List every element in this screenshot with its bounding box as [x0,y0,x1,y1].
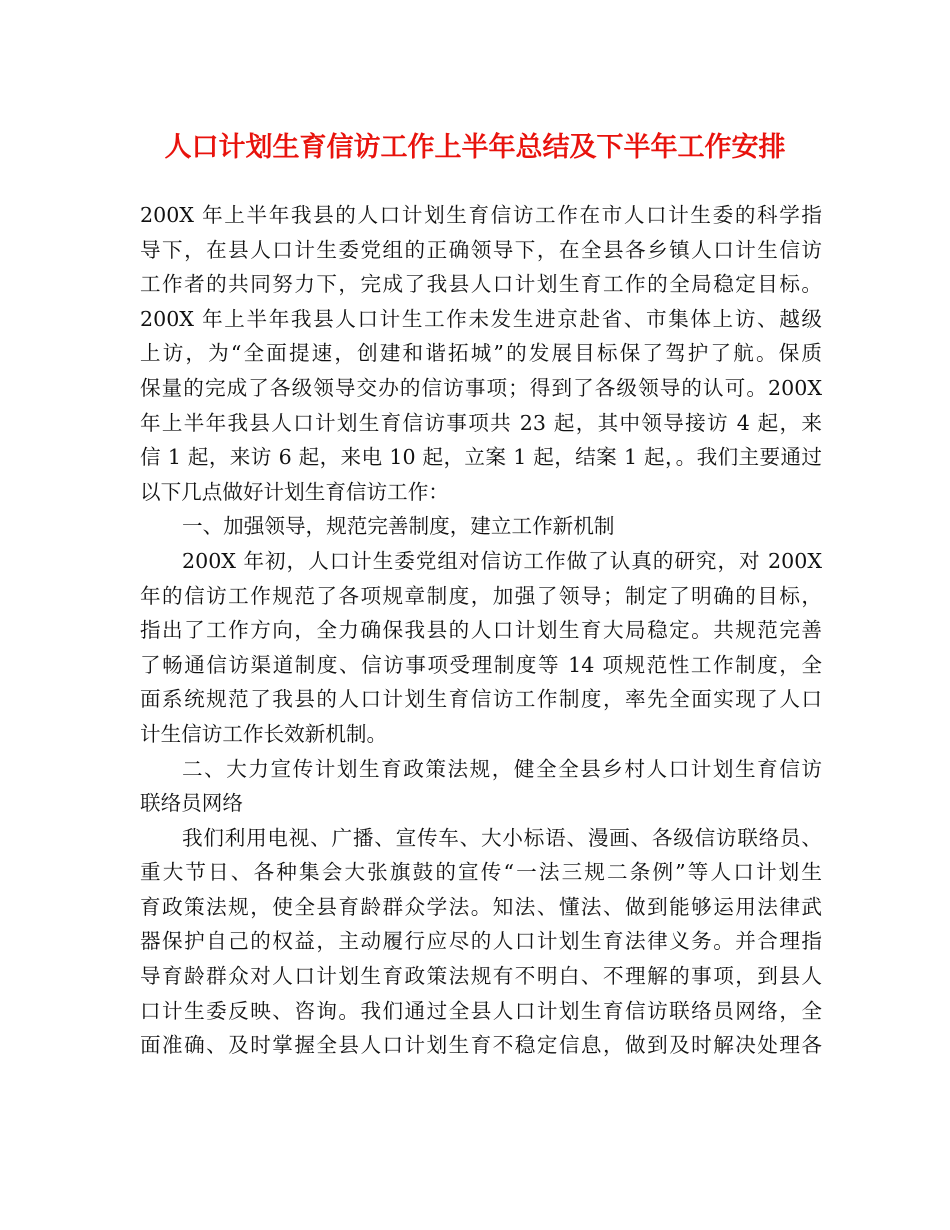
body-line: 面准确、及时掌握全县人口计划生育不稳定信息，做到及时解决处理各 [140,1033,822,1058]
body-line: 育政策法规，使全县育龄群众学法。知法、懂法、做到能够运用法律武 [140,894,822,919]
section-heading-1: 一、加强领导，规范完善制度，建立工作新机制 [182,514,615,539]
document-title: 人口计划生育信访工作上半年总结及下半年工作安排 [164,132,786,163]
body-line: 信 1 起，来访 6 起，来电 10 起，立案 1 起，结案 1 起，。我们主要通过 [140,445,822,470]
body-line: 年的信访工作规范了各项规章制度，加强了领导；制定了明确的目标， [140,583,822,608]
section-heading-2: 二、大力宣传计划生育政策法规，健全全县乡村人口计划生育信访 [182,756,822,781]
body-line: 我们利用电视、广播、宣传车、大小标语、漫画、各级信访联络员、 [182,825,822,850]
body-line: 上访，为“全面提速，创建和谐拓城”的发展目标保了驾护了航。保质 [140,341,822,366]
body-line: 年上半年我县人口计划生育信访事项共 23 起，其中领导接访 4 起，来 [140,410,822,435]
body-line: 保量的完成了各级领导交办的信访事项；得到了各级领导的认可。200X [140,375,822,400]
body-line: 200X 年上半年我县的人口计划生育信访工作在市人口计生委的科学指 [140,203,822,227]
body-line: 200X 年初，人口计生委党组对信访工作做了认真的研究，对 200X [182,548,822,573]
body-line: 指出了工作方向，全力确保我县的人口计划生育大局稳定。共规范完善 [140,618,822,643]
body-line: 导下，在县人口计生委党组的正确领导下，在全县各乡镇人口计生信访 [140,237,822,262]
body-line: 了畅通信访渠道制度、信访事项受理制度等 14 项规范性工作制度，全 [140,652,822,677]
section-heading-2-cont: 联络员网络 [140,791,243,816]
body-line: 200X 年上半年我县人口计生工作未发生进京赴省、市集体上访、越级 [140,306,822,331]
body-line: 以下几点做好计划生育信访工作： [140,479,449,504]
document-body [140,198,822,1063]
body-line: 工作者的共同努力下，完成了我县人口计划生育工作的全局稳定目标。 [140,272,822,297]
body-line: 导育龄群众对人口计划生育政策法规有不明白、不理解的事项，到县人 [140,964,822,989]
body-line: 重大节日、各种集会大张旗鼓的宣传“一法三规二条例”等人口计划生 [140,860,822,885]
body-line: 口计生委反映、咨询。我们通过全县人口计划生育信访联络员网络，全 [140,998,822,1023]
body-line: 器保护自己的权益，主动履行应尽的人口计划生育法律义务。并合理指 [140,929,822,954]
body-line: 计生信访工作长效新机制。 [140,721,388,746]
body-line: 面系统规范了我县的人口计划生育信访工作制度，率先全面实现了人口 [140,687,822,712]
